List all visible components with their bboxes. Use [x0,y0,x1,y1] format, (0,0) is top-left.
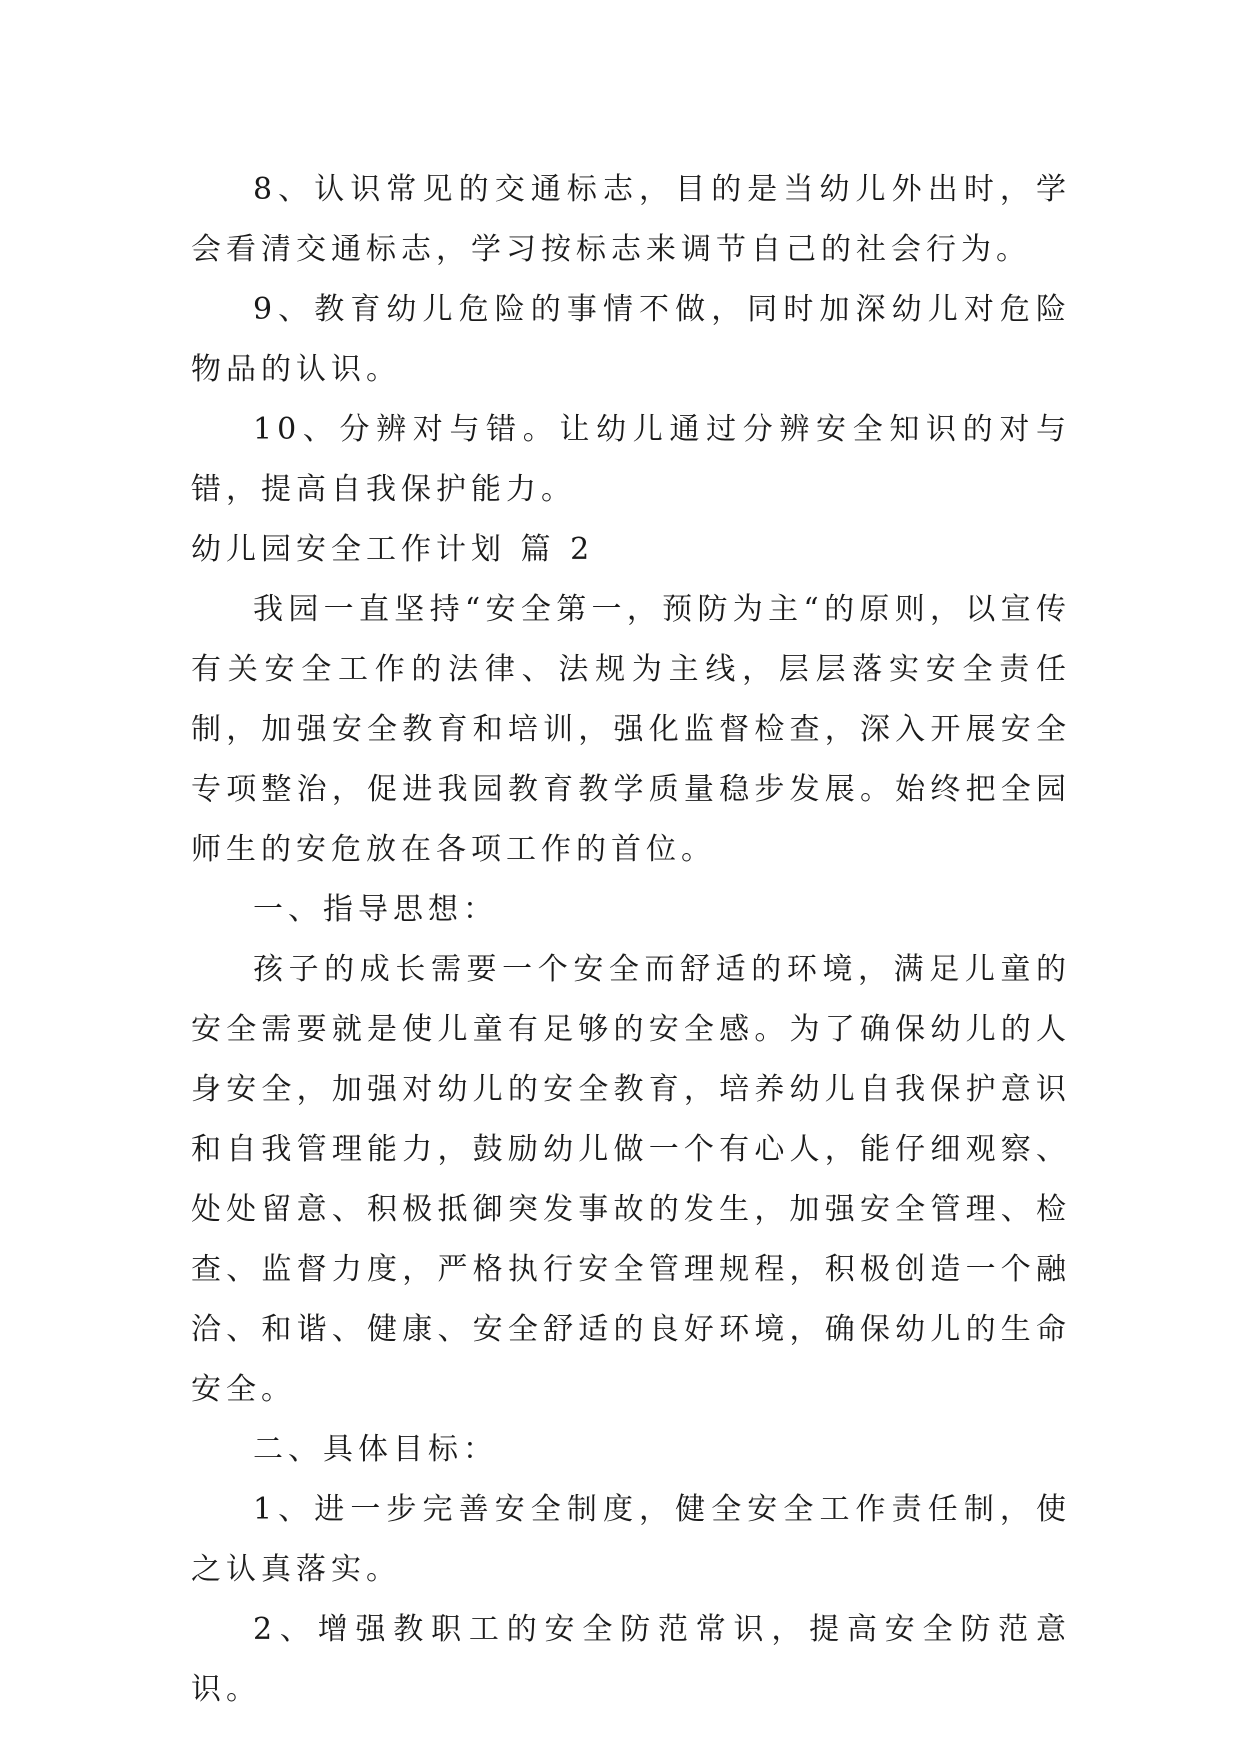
paragraph-item-10: 10、分辨对与错。让幼儿通过分辨安全知识的对与错，提高自我保护能力。 [191,412,1071,507]
heading-specific-goals: 二、具体目标： [253,1432,498,1467]
document-body [191,160,1071,1720]
section-title: 幼儿园安全工作计划 篇 2 [191,532,595,567]
goal-item-2: 2、增强教职工的安全防范常识，提高安全防范意识。 [191,1612,1071,1707]
goal-item-1: 1、进一步完善安全制度，健全安全工作责任制，使之认真落实。 [191,1492,1071,1587]
paragraph-item-8: 8、认识常见的交通标志，目的是当幼儿外出时，学会看清交通标志，学习按标志来调节自己的社会行为。 [191,172,1071,267]
paragraph-guiding-thought: 孩子的成长需要一个安全而舒适的环境，满足儿童的安全需要就是使儿童有足够的安全感。为了确保幼儿的人身安全，加强对幼儿的安全教育，培养幼儿自我保护意识和自我管理能力，鼓励幼儿做一个有心人，能仔细观察、处处留意、积极抵御突发事故的发生，加强安全管理、检查、监督力度，严格执行安全管理规程，积极创造一个融洽、和谐、健康、安全舒适的良好环境，确保幼儿的生命安全。 [191,952,1071,1407]
paragraph-item-9: 9、教育幼儿危险的事情不做，同时加深幼儿对危险物品的认识。 [191,292,1071,387]
heading-guiding-thought: 一、指导思想： [253,892,498,927]
paragraph-intro: 我园一直坚持“安全第一，预防为主“的原则，以宣传有关安全工作的法律、法规为主线，层层落实安全责任制，加强安全教育和培训，强化监督检查，深入开展安全专项整治，促进我园教育教学质量稳步发展。始终把全园师生的安危放在各项工作的首位。 [191,592,1071,867]
